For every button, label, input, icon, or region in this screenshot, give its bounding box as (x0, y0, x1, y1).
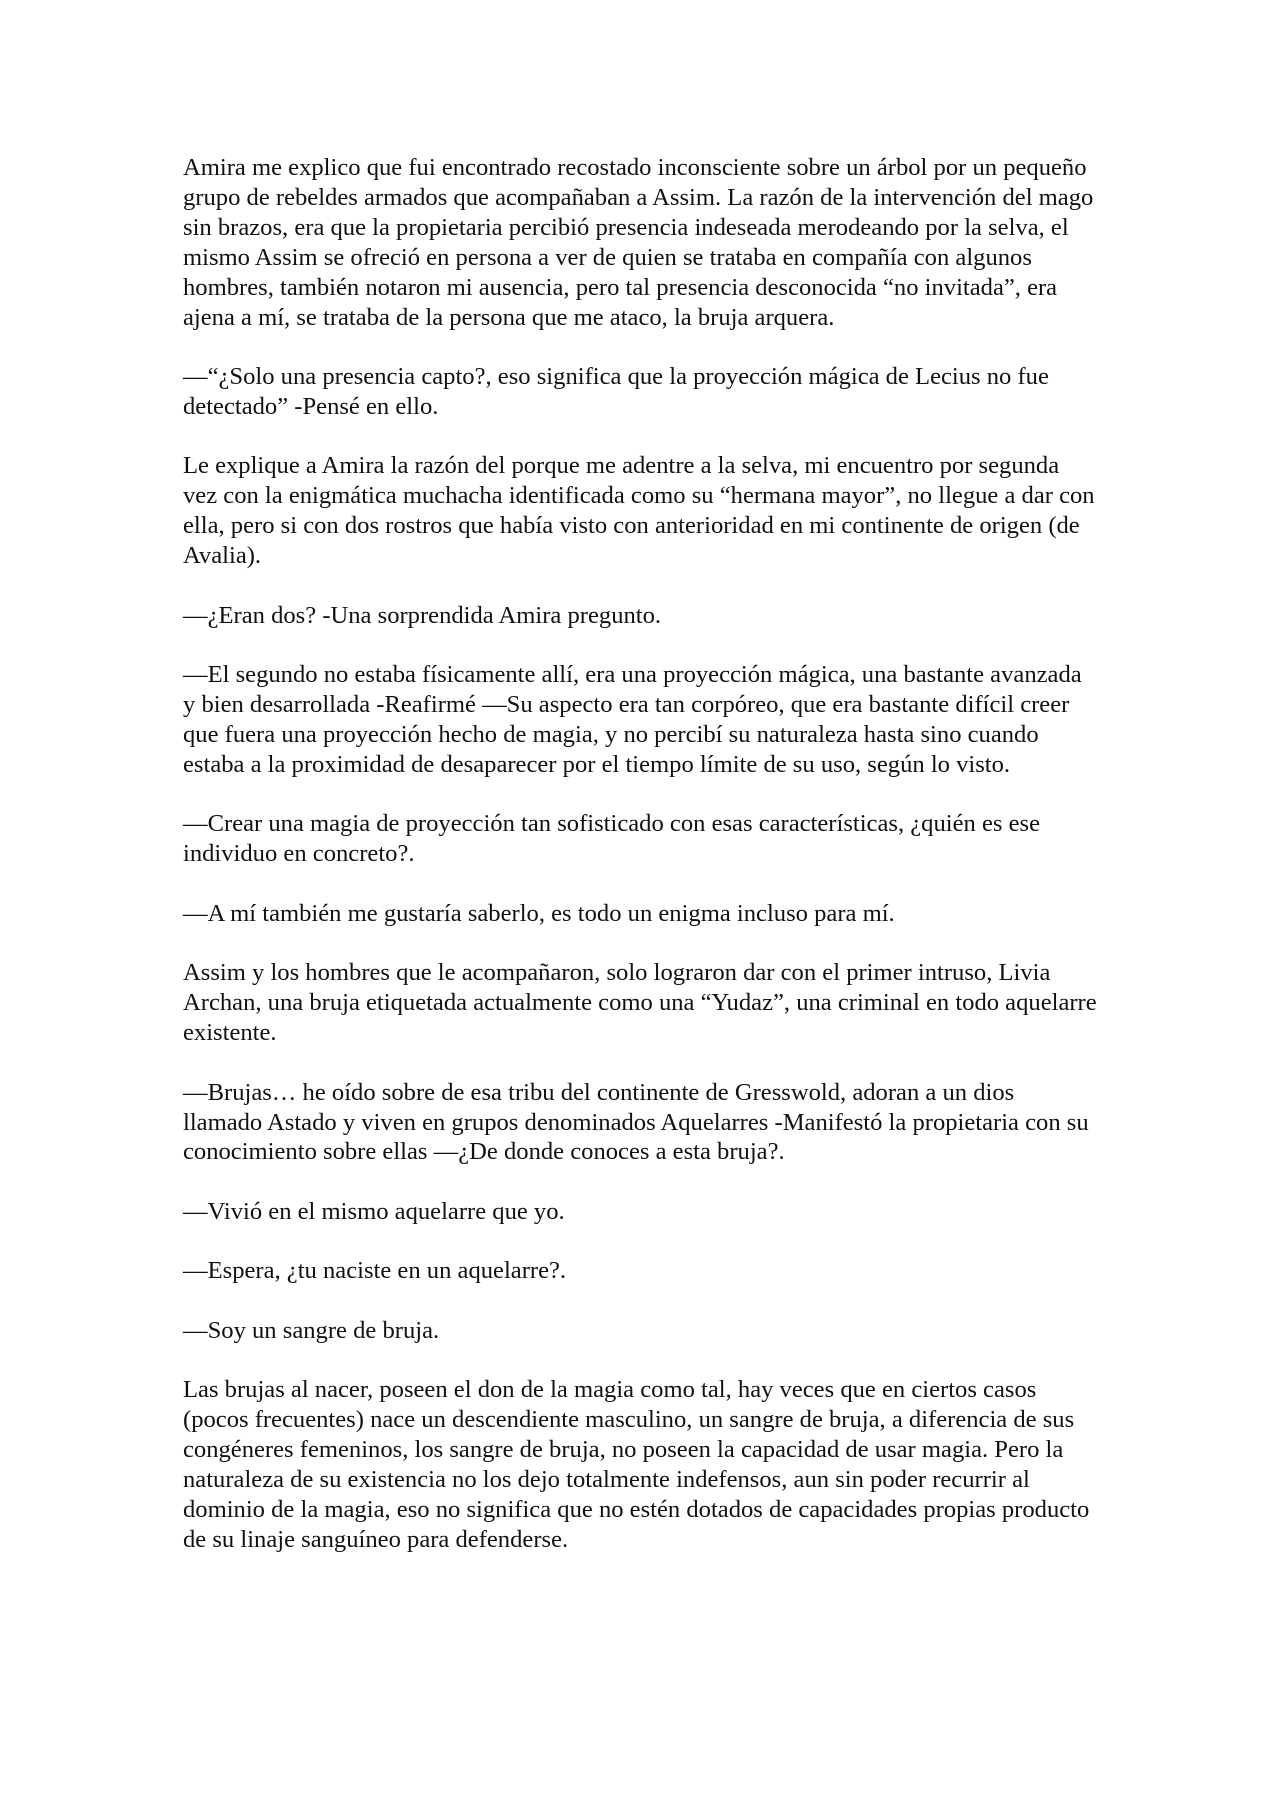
paragraph-10: —Vivió en el mismo aquelarre que yo. (183, 1197, 565, 1225)
paragraph-4: —¿Eran dos? -Una sorprendida Amira pregunto. (183, 601, 662, 629)
paragraph-1: Amira me explico que fui encontrado recostado inconsciente sobre un árbol por un pequeño grupo de rebeldes armados que acompañaban a Assim. La razón de la intervención del mago sin brazos, era que la propietaria percibió presencia indeseada merodeando por la selva, el mismo Assim se ofreció en persona a ver de quien se trataba en compañía con algunos hombres, también notaron mi ausencia, pero tal presencia desconocida “no invitada”, era ajena a mí, se trataba de la persona que me ataco, la bruja arquera. (183, 154, 1094, 331)
paragraph-8: Assim y los hombres que le acompañaron, solo lograron dar con el primer intruso, Livia Archan, una bruja etiquetada actualmente como una “Yudaz”, una criminal en todo aquelarre existente. (183, 959, 1097, 1047)
paragraph-3: Le explique a Amira la razón del porque me adentre a la selva, mi encuentro por segunda vez con la enigmática muchacha identificada como su “hermana mayor”, no llegue a dar con ella, pero si con dos rostros que había visto con anterioridad en mi continente de origen (de Avalia). (183, 452, 1095, 570)
paragraph-5: —El segundo no estaba físicamente allí, era una proyección mágica, una bastante avanzada y bien desarrollada -Reafirmé —Su aspecto era tan corpóreo, que era bastante difícil creer que fuera una proyección hecho de magia, y no percibí su naturaleza hasta sino cuando estaba a la proximidad de desaparecer por el tiempo límite de su uso, según lo visto. (183, 661, 1082, 778)
paragraph-13: Las brujas al nacer, poseen el don de la magia como tal, hay veces que en ciertos casos (pocos frecuentes) nace un descendiente masculino, un sangre de bruja, a diferencia de sus congéneres femeninos, los sangre de bruja, no poseen la capacidad de usar magia. Pero la naturaleza de su existencia no los dejo totalmente indefensos, aun sin poder recurrir al dominio de la magia, eso no significa que no estén dotados de capacidades propias producto de su linaje sanguíneo para defenderse. (183, 1376, 1090, 1553)
paragraph-12: —Soy un sangre de bruja. (183, 1316, 440, 1344)
paragraph-7: —A mí también me gustaría saberlo, es todo un enigma incluso para mí. (183, 899, 895, 927)
paragraph-6: —Crear una magia de proyección tan sofisticado con esas características, ¿quién es ese individuo en concreto?. (183, 810, 1040, 868)
paragraph-2: —“¿Solo una presencia capto?, eso significa que la proyección mágica de Lecius no fue detectado” -Pensé en ello. (183, 363, 1049, 420)
paragraph-9: —Brujas… he oído sobre de esa tribu del continente de Gresswold, adoran a un dios llamado Astado y viven en grupos denominados Aquelarres -Manifestó la propietaria con su conocimiento sobre ellas —¿De donde conoces a esta bruja?. (183, 1078, 1089, 1166)
paragraph-11: —Espera, ¿tu naciste en un aquelarre?. (183, 1257, 567, 1285)
document-page (183, 153, 1098, 1584)
